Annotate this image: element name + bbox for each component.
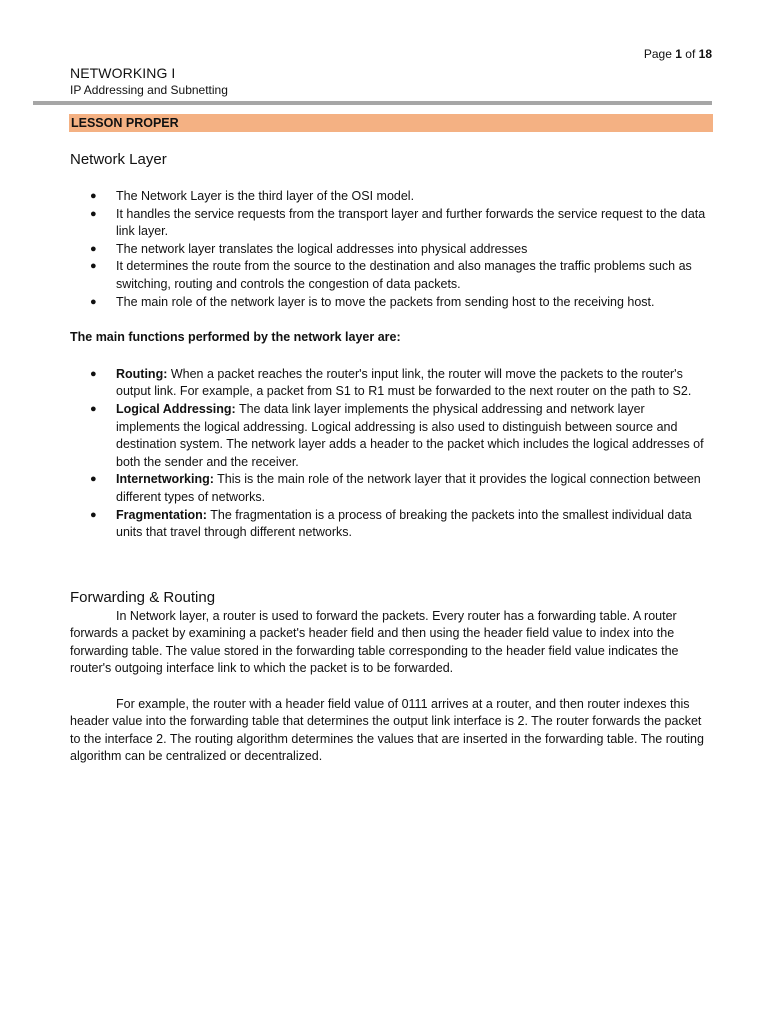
list-item: ● It handles the service requests from the transport layer and further forwards the service request to the data link layer. [90,206,706,239]
bullet-icon: ● [90,207,97,220]
paragraph: In Network layer, a router is used to forward the packets. Every router has a forwarding table. A router forwards a packet by examining a packet's header field and then using the header field value to index into the forwarding table. The value stored in the forwarding table corresponding to the header field value indicates the router's outgoing interface link to which the packet is to be forwarded. [70,608,679,676]
course-title: NETWORKING I [70,65,176,81]
function-text: The fragmentation is a process of breaking the packets into the smallest individual data units that travel through different networks. [116,507,692,540]
paragraph: For example, the router with a header field value of 0111 arrives at a router, and then router indexes this header value into the forwarding table that determines the output link interface is 2. The router forwards the packet to the interface 2. The routing algorithm determines the values that are inserted in the forwarding table. The routing algorithm can be centralized or decentralized. [70,696,704,764]
section-bar-lesson-proper: LESSON PROPER [69,114,713,132]
function-text: When a packet reaches the router's input link, the router will move the packets to the router's output link. For example, a packet from S1 to R1 must be forwarded to the next router on the path to S2. [116,366,692,399]
list-item: ● The network layer translates the logical addresses into physical addresses [70,241,712,259]
page-total: 18 [698,47,712,61]
function-text: The data link layer implements the physical addressing and network layer implements the logical addressing. Logical addressing is also used to distinguish between source and destination system. The network layer adds a header to the packet which includes the logical addresses of both the sender and the receiver. [116,401,704,469]
function-term: Logical Addressing: [116,401,236,416]
heading-forwarding-routing: Forwarding & Routing [70,588,216,606]
functions-heading: The main functions performed by the network layer are: [70,330,401,345]
list-item: ● The Network Layer is the third layer of the OSI model. [70,188,712,206]
list-item: ● The main role of the network layer is to move the packets from sending host to the receiving host. [70,294,712,312]
list-item: ● It determines the route from the source to the destination and also manages the traffic problems such as switching, routing and controls the congestion of data packets. [90,259,692,291]
bullet-icon: ● [90,242,97,255]
bullet-icon: ● [90,402,97,415]
course-subtitle: IP Addressing and Subnetting [70,83,228,97]
page-label: Page [643,47,672,61]
bullet-icon: ● [90,473,97,486]
heading-network-layer: Network Layer [70,151,167,168]
page-number [644,47,712,61]
list-item [70,507,712,542]
header-divider [33,101,712,105]
bullet-icon: ● [90,367,97,380]
list-item [70,401,712,471]
functions-list [70,366,712,542]
network-layer-bullet-list [70,188,712,311]
bullet-icon: ● [90,190,97,202]
list-item [70,471,712,506]
function-term: Fragmentation: [116,507,207,522]
bullet-icon: ● [90,295,97,308]
bullet-icon: ● [90,260,97,273]
document-body [70,150,712,766]
function-term: Routing: [116,366,168,381]
bullet-icon: ● [90,508,97,521]
function-term: Internetworking: [116,472,214,487]
page-of: of [685,47,696,61]
page-current: 1 [675,47,682,61]
list-item [70,366,712,401]
function-text: This is the main role of the network layer that it provides the logical connection between different types of networks. [116,472,701,504]
